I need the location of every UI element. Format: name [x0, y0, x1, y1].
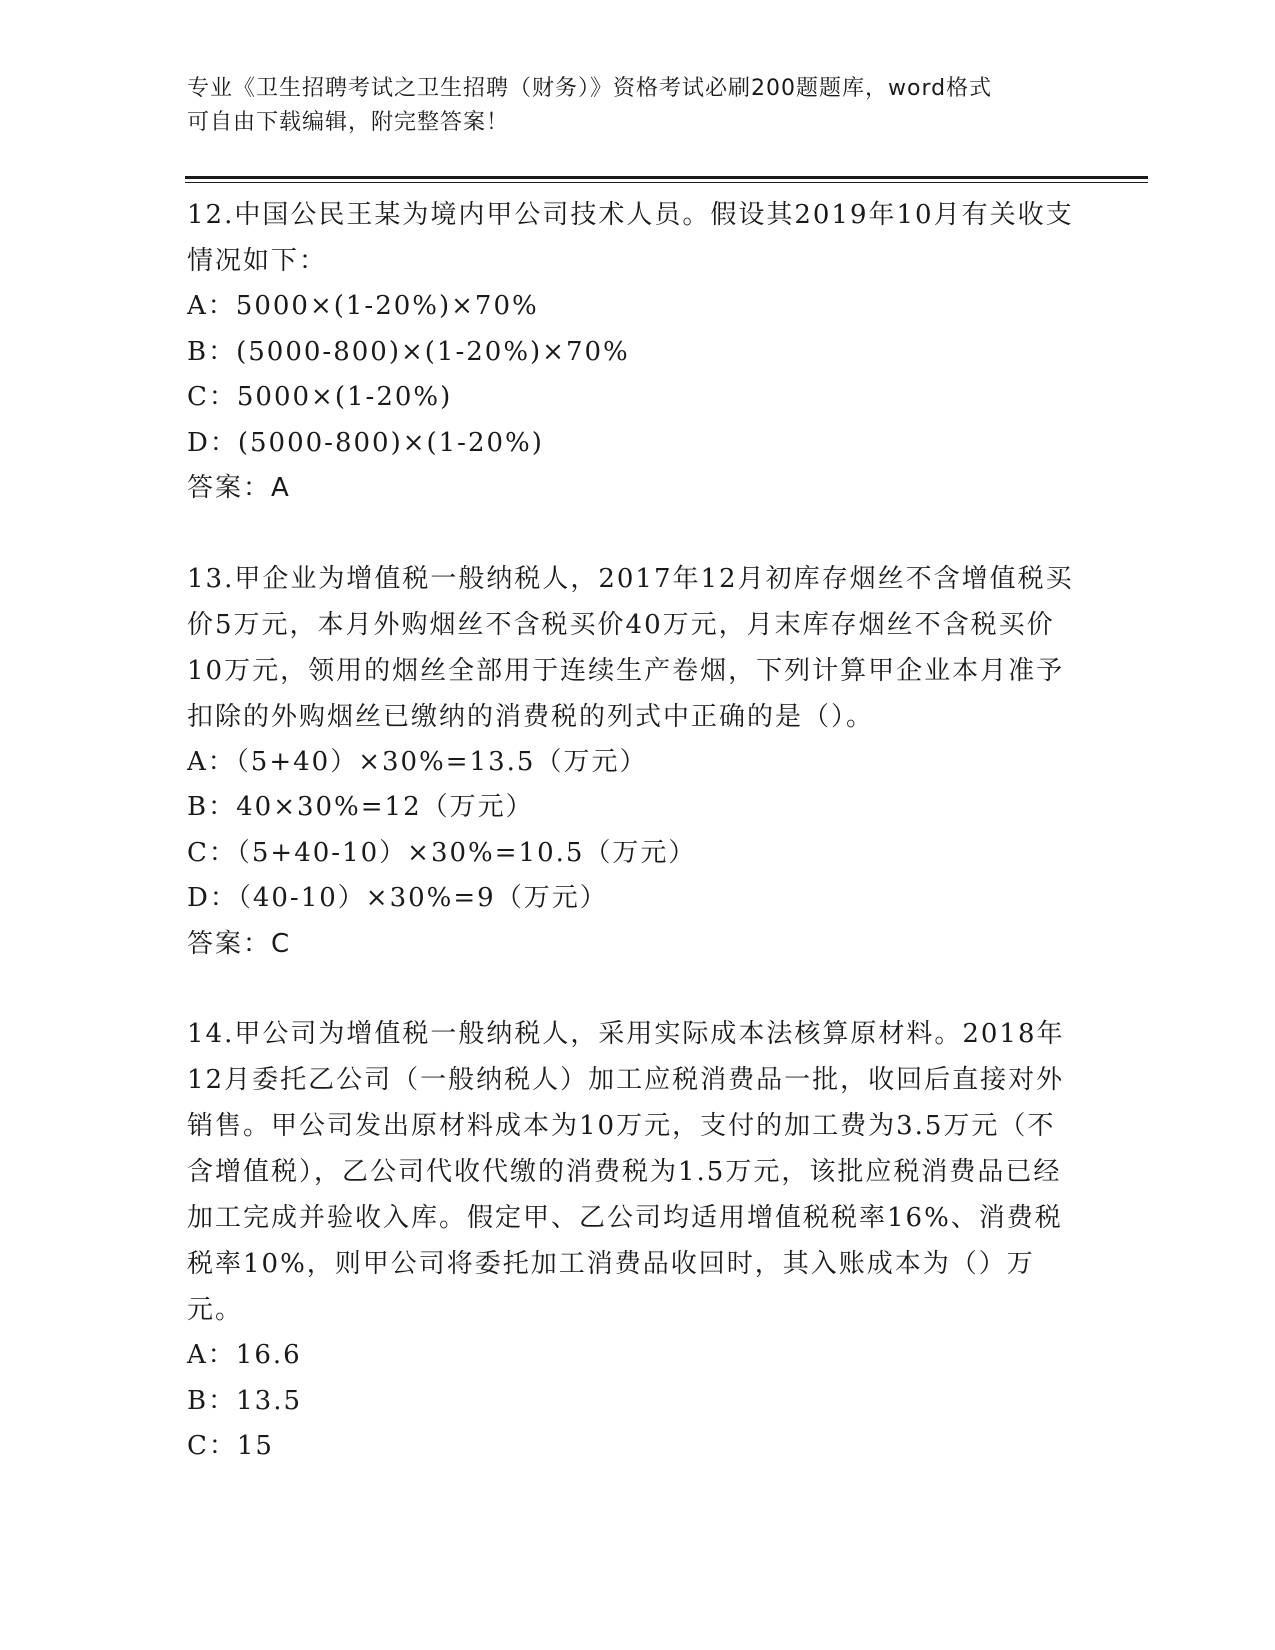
question-13	[187, 556, 1077, 968]
option-a: A：5000×(1-20%)×70%	[187, 291, 539, 321]
option-c: C：（5+40-10）×30%=10.5（万元）	[187, 837, 697, 868]
question-12	[187, 192, 1077, 512]
document-header	[187, 72, 1067, 140]
option-a: A：16.6	[187, 1340, 302, 1370]
option-b: B：40×30%=12（万元）	[187, 792, 534, 822]
option-a: A：（5+40）×30%=13.5（万元）	[187, 746, 648, 777]
option-b: B：(5000-800)×(1-20%)×70%	[187, 336, 630, 367]
answer-line: 答案：A	[187, 473, 291, 503]
question-spacer	[187, 512, 1077, 556]
question-list	[187, 192, 1077, 1470]
header-line-1: 专业《卫生招聘考试之卫生招聘（财务）》资格考试必刷200题题库，word格式	[187, 76, 993, 101]
option-c: C：15	[187, 1431, 274, 1461]
option-d: D：(5000-800)×(1-20%)	[187, 427, 544, 458]
answer-line: 答案：C	[187, 928, 292, 959]
question-stem: 13.甲企业为增值税一般纳税人，2017年12月初库存烟丝不含增值税买价5万元，本月外购烟丝不含税买价40万元，月末库存烟丝不含税买价10万元，领用的烟丝全部用于连续生产卷烟，下列计算甲企业本月准予扣除的外购烟丝已缴纳的消费税的列式中正确的是（）。	[187, 563, 1074, 732]
option-b: B：13.5	[187, 1385, 302, 1416]
question-stem: 14.甲公司为增值税一般纳税人，采用实际成本法核算原材料。2018年12月委托乙公司（一般纳税人）加工应税消费品一批，收回后直接对外销售。甲公司发出原材料成本为10万元，支付的加工费为3.5万元（不含增值税），乙公司代收代缴的消费税为1.5万元，该批应税消费品已经加工完成并验收入库。假定甲、乙公司均适用增值税税率16%、消费税税率10%，则甲公司将委托加工消费品收回时，其入账成本为（）万元。	[187, 1019, 1065, 1325]
option-d: D：（40-10）×30%=9（万元）	[187, 883, 608, 913]
question-stem: 12.中国公民王某为境内甲公司技术人员。假设其2019年10月有关收支情况如下：	[187, 200, 1074, 276]
header-divider-thick	[185, 176, 1148, 179]
header-line-2: 可自由下载编辑，附完整答案！	[187, 110, 510, 135]
question-spacer	[187, 967, 1077, 1011]
option-c: C：5000×(1-20%)	[187, 382, 453, 412]
question-14	[187, 1011, 1077, 1470]
header-divider-thin	[185, 182, 1148, 183]
